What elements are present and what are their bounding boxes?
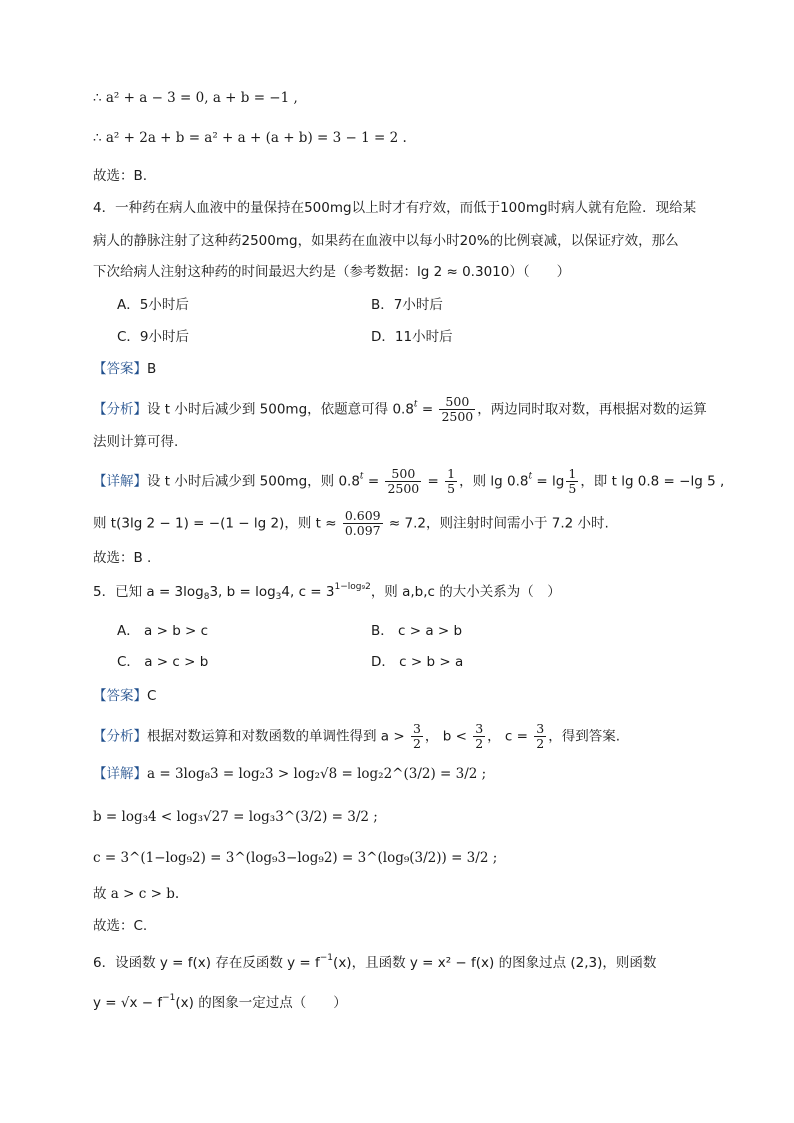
q5-option-c: C． a > c > b	[117, 654, 209, 670]
q5-option-d: D． c > b > a	[371, 654, 464, 670]
analysis-tag: 【分析】	[93, 401, 147, 418]
q5-detail-3: c = 3^(1−log₉2) = 3^(log₉3−log₉2) = 3^(log₉(3/2)) = 3/2 ;	[93, 850, 498, 866]
prev-choice: 故选：B.	[93, 168, 148, 184]
q5-choice: 故选：C.	[93, 918, 148, 934]
q5-analysis: 【分析】根据对数运算和对数函数的单调性得到 a > $\frac{3}{2}$ ， b < $\frac{3}{2}$ ， c = $\frac{3}{2}$ ，得到答案.	[93, 721, 621, 751]
q6-stem-2: $y = √x - f^{-1}(x)$ 的图象一定过点（ ）	[93, 993, 347, 1011]
q5-option-b: B． c > a > b	[371, 623, 463, 639]
q6-stem-1: 6．设函数 y = f(x) 存在反函数 $y = f^{-1}(x)$，且函数 y = x² − f(x) 的图象过点 (2,3)，则函数	[93, 953, 657, 971]
q4-stem-2: 病人的静脉注射了这种药2500mg，如果药在血液中以每小时20%的比例衰减，以保证疗效，那么	[93, 233, 679, 249]
q4-choice: 故选：B .	[93, 550, 152, 566]
q5-stem: 5．已知 $a = 3\log_83$, $b = \log_34$, $c = 3^{1-log_92}$，则 a,b,c 的大小关系为（ ）	[93, 582, 561, 602]
q4-answer	[93, 359, 156, 379]
detail-tag: 【详解】	[93, 473, 147, 490]
prev-line-1: ∴ a² + a − 3 = 0, a + b = −1 ,	[93, 90, 298, 106]
q5-detail-1: 【详解】a = 3log₈3 = log₂3 > log₂√8 = log₂2^(3/2) = 3/2 ;	[93, 766, 487, 782]
q5-detail-2: b = log₃4 < log₃√27 = log₃3^(3/2) = 3/2 ;	[93, 809, 378, 825]
fraction: $\frac{500}{2500}$	[441, 394, 474, 424]
q4-stem-3: 下次给病人注射这种药的时间最迟大约是（参考数据：lg 2 ≈ 0.3010）（ ）	[93, 264, 571, 280]
answer-value: B	[147, 361, 157, 377]
q4-analysis: 【分析】设 t 小时后减少到 500mg，依题意可得 $0.8^t$ = $\frac{500}{2500}$ ，两边同时取对数，再根据对数的运算	[93, 394, 707, 424]
q4-detail-1: 【详解】设 t 小时后减少到 500mg，则 $0.8^t$ = $\frac{500}{2500}$ = $\frac{1}{5}$ ，则 lg 0.8$^t$ = lg $\frac{1}{5}$ ，即 t lg 0.8 = −lg 5 ,	[93, 466, 725, 496]
q4-analysis-2: 法则计算可得.	[93, 434, 179, 450]
q4-option-d: D．11小时后	[371, 329, 453, 345]
q5-answer: 【答案】C	[93, 688, 157, 704]
q4-stem-1: 4．一种药在病人血液中的量保持在500mg以上时才有疗效，而低于100mg时病人就有危险．现给某	[93, 200, 697, 216]
answer-tag: 【答案】	[93, 361, 147, 377]
q4-option-c: C．9小时后	[117, 329, 190, 345]
q4-detail-2: 则 t(3lg 2 − 1) = −(1 − lg 2)，则 t ≈ $\frac{0.609}{0.097}$ ≈ 7.2，则注射时间需小于 7.2 小时.	[93, 508, 609, 538]
q5-detail-4: 故 a > c > b.	[93, 886, 180, 902]
q5-option-a: A． a > b > c	[117, 623, 209, 639]
q4-option-b: B．7小时后	[371, 297, 443, 313]
q4-option-a: A．5小时后	[117, 297, 189, 313]
prev-line-2: ∴ a² + 2a + b = a² + a + (a + b) = 3 − 1 = 2 .	[93, 130, 407, 146]
